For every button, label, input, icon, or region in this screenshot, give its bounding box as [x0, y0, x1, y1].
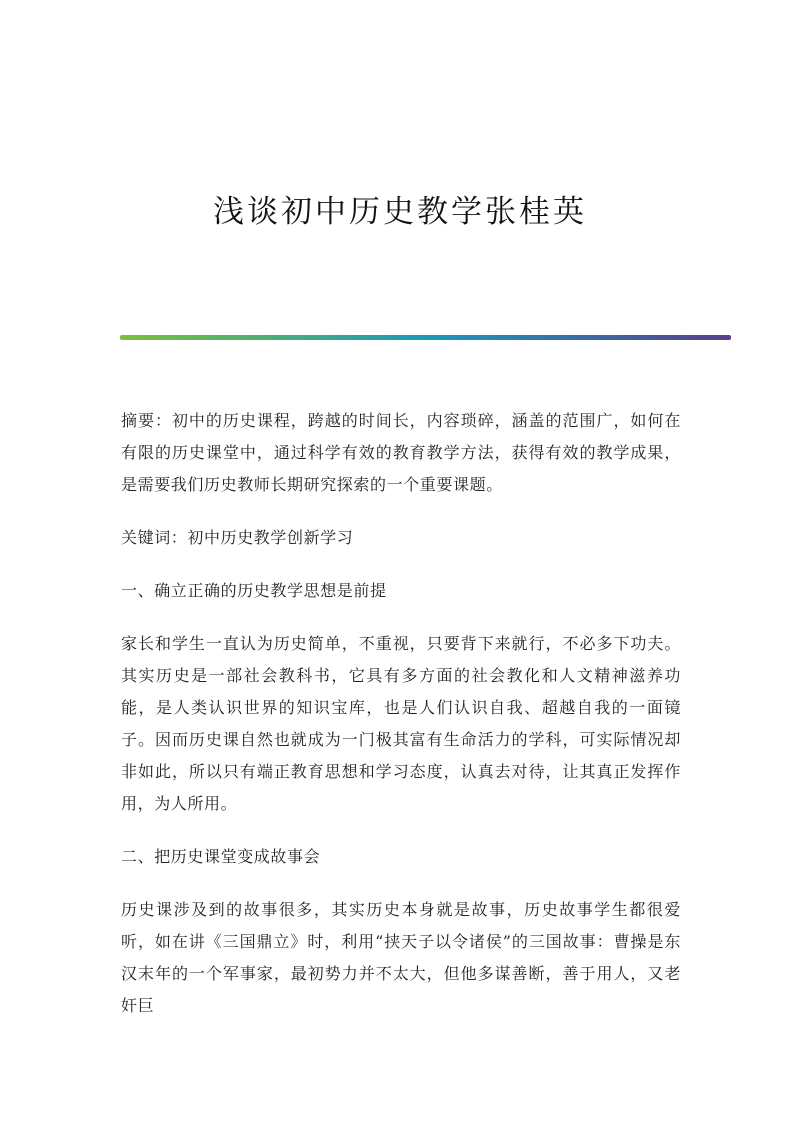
document-body — [121, 405, 681, 1022]
keywords-paragraph: 关键词：初中历史教学创新学习 — [121, 528, 354, 547]
abstract-paragraph: 摘要：初中的历史课程，跨越的时间长，内容琐碎，涵盖的范围广，如何在有限的历史课堂中，通过科学有效的教育教学方法，获得有效的教学成果，是需要我们历史教师长期研究探索的一个重要课题。 — [121, 411, 681, 494]
section-heading-1: 一、确立正确的历史教学思想是前提 — [121, 581, 387, 600]
section-heading-2: 二、把历史课堂变成故事会 — [121, 847, 321, 866]
body-paragraph: 历史课涉及到的故事很多，其实历史本身就是故事，历史故事学生都很爱听，如在讲《三国鼎立》时，利用“挟天子以令诸侯”的三国故事：曹操是东汉末年的一个军事家，最初势力并不太大，但他多谋善断，善于用人，又老奸巨 — [121, 900, 681, 1015]
document-title: 浅谈初中历史教学张桂英 — [213, 194, 587, 230]
body-paragraph: 家长和学生一直认为历史简单，不重视，只要背下来就行，不必多下功夫。其实历史是一部社会教科书，它具有多方面的社会教化和人文精神滋养功能，是人类认识世界的知识宝库，也是人们认识自我、超越自我的一面镜子。因而历史课自然也就成为一门极其富有生命活力的学科，可实际情况却非如此，所以只有端正教育思想和学习态度，认真去对待，让其真正发挥作用，为人所用。 — [121, 634, 681, 813]
title-divider — [120, 335, 731, 340]
